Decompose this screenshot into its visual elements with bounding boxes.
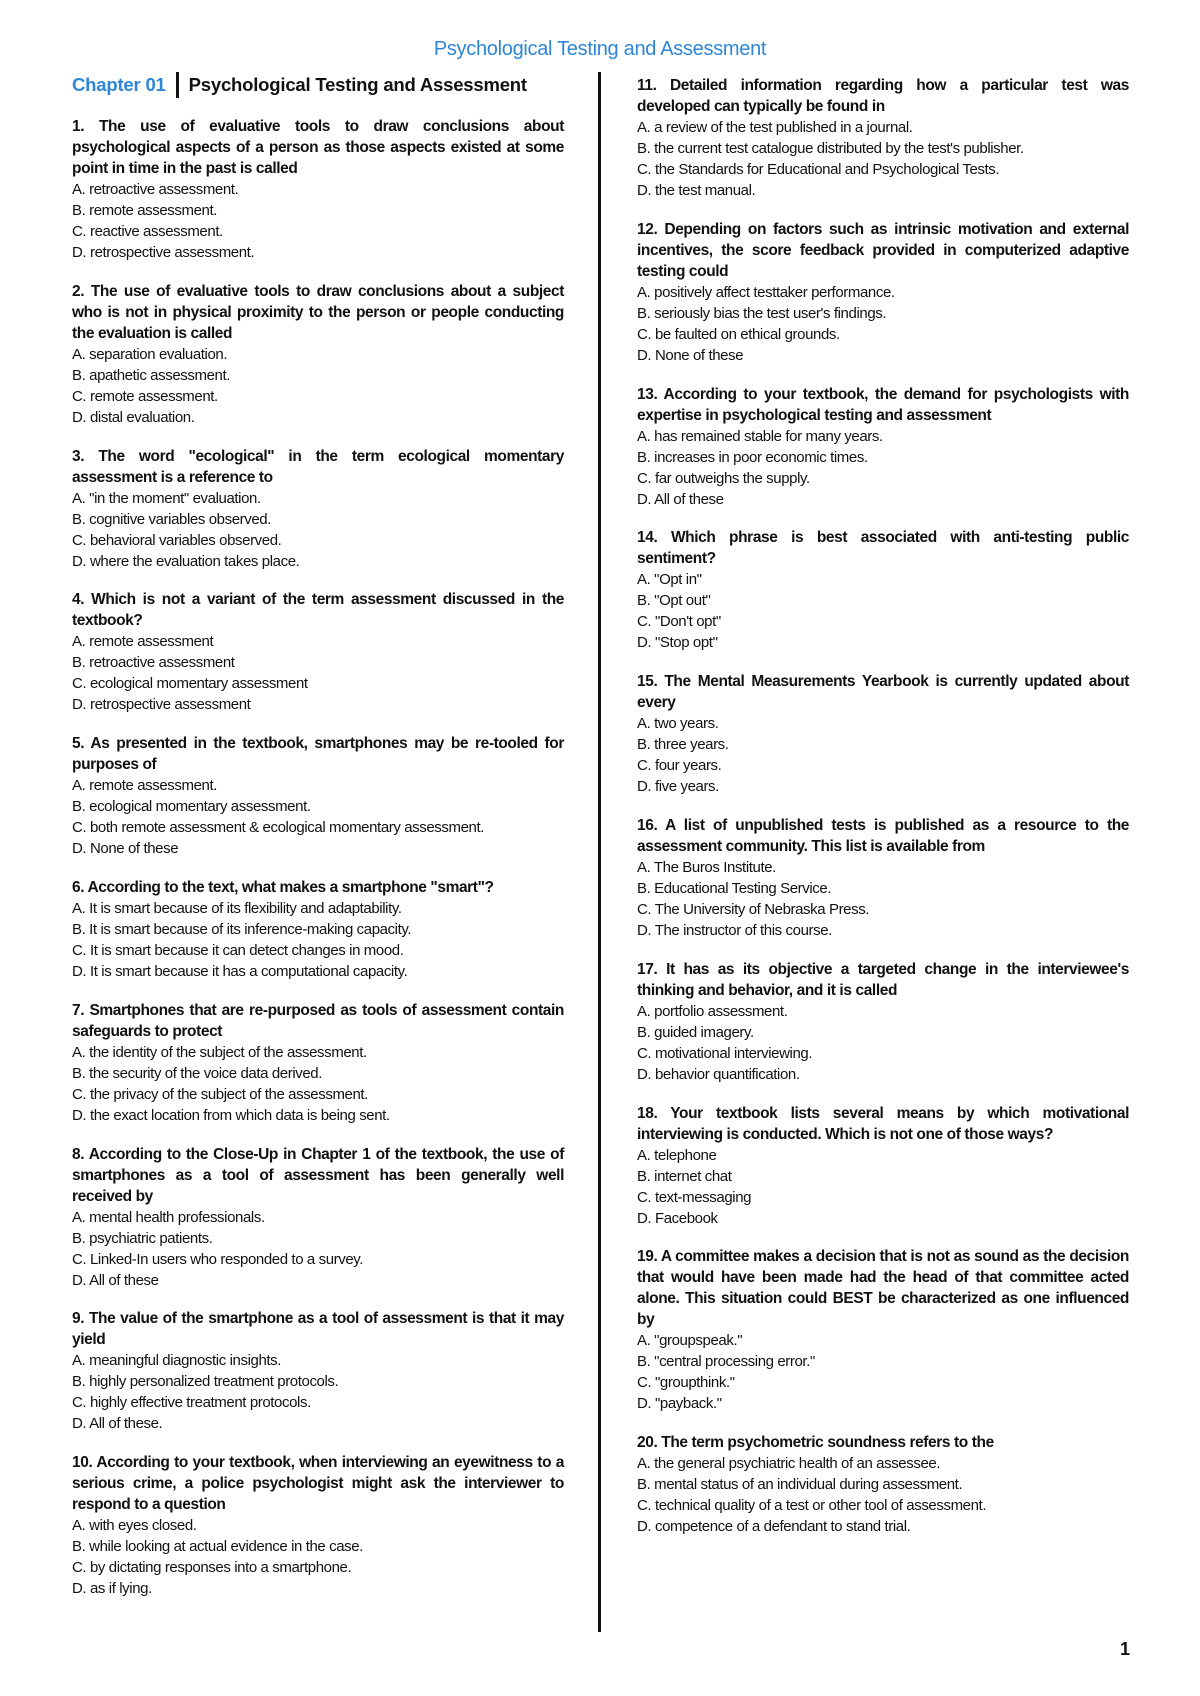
answer-option: B. cognitive variables observed. xyxy=(72,510,271,528)
answer-option: D. distal evaluation. xyxy=(72,408,195,426)
answer-option: D. competence of a defendant to stand trial. xyxy=(637,1518,911,1536)
right-column xyxy=(637,75,1129,1555)
left-column xyxy=(72,72,564,1617)
answer-option: D. It is smart because it has a computational capacity. xyxy=(72,962,408,980)
question-20 xyxy=(637,1432,1129,1537)
answer-option: B. "central processing error." xyxy=(637,1353,815,1371)
answer-option: D. None of these xyxy=(637,346,744,364)
chapter-title: Psychological Testing and Assessment xyxy=(188,74,527,95)
answer-option: D. retrospective assessment. xyxy=(72,244,255,261)
question-stem: 11. Detailed information regarding how a particular test was developed can typically be found in xyxy=(637,77,1129,115)
question-4 xyxy=(72,589,564,715)
question-stem: 10. According to your textbook, when interviewing an eyewitness to a serious crime, a police psychologist might ask the interviewer to respond to a question xyxy=(72,1454,564,1514)
answer-option: C. ecological momentary assessment xyxy=(72,675,308,693)
question-18 xyxy=(637,1103,1129,1229)
answer-option: C. far outweighs the supply. xyxy=(637,469,810,487)
answer-option: A. retroactive assessment. xyxy=(72,181,239,198)
answer-option: D. None of these xyxy=(72,840,179,858)
answer-option: B. the current test catalogue distributed by the test's publisher. xyxy=(637,140,1024,157)
question-14 xyxy=(637,527,1129,653)
answer-option: A. "in the moment" evaluation. xyxy=(72,489,261,507)
question-stem: 3. The word "ecological" in the term ecological momentary assessment is a reference to xyxy=(72,447,564,486)
chapter-divider-bar xyxy=(176,72,179,98)
answer-option: B. the security of the voice data derived. xyxy=(72,1064,323,1082)
answer-option: A. meaningful diagnostic insights. xyxy=(72,1352,282,1370)
question-stem: 6. According to the text, what makes a smartphone "smart"? xyxy=(72,878,494,896)
question-stem: 1. The use of evaluative tools to draw conclusions about psychological aspects of a person as those aspects existed at some point in time in the past is called xyxy=(72,118,564,177)
answer-option: A. separation evaluation. xyxy=(72,345,228,363)
answer-option: B. remote assessment. xyxy=(72,202,217,219)
answer-option: D. the exact location from which data is being sent. xyxy=(72,1106,390,1124)
answer-option: A. positively affect testtaker performance. xyxy=(637,283,895,301)
question-stem: 8. According to the Close-Up in Chapter 1 of the textbook, the use of smartphones as a tool of assessment has been generally well received by xyxy=(72,1145,564,1205)
answer-option: B. three years. xyxy=(637,736,729,754)
answer-option: D. where the evaluation takes place. xyxy=(72,552,300,570)
answer-option: C. by dictating responses into a smartphone. xyxy=(72,1559,352,1577)
answer-option: B. internet chat xyxy=(637,1167,732,1185)
page-number: 1 xyxy=(1119,1639,1130,1659)
answer-option: D. as if lying. xyxy=(72,1580,152,1598)
answer-option: C. motivational interviewing. xyxy=(637,1044,813,1062)
chapter-heading xyxy=(72,72,564,98)
answer-option: A. telephone xyxy=(637,1146,717,1164)
question-stem: 19. A committee makes a decision that is not as sound as the decision that would have been made had the head of that committee acted alone. This situation could BEST be characterized as one influenced by xyxy=(637,1248,1129,1329)
answer-option: B. apathetic assessment. xyxy=(72,366,230,384)
answer-option: B. seriously bias the test user's findings. xyxy=(637,304,887,322)
question-17 xyxy=(637,959,1129,1085)
answer-option: C. It is smart because it can detect changes in mood. xyxy=(72,941,404,959)
answer-option: C. both remote assessment & ecological momentary assessment. xyxy=(72,819,485,837)
answer-option: B. guided imagery. xyxy=(637,1023,754,1041)
question-stem: 4. Which is not a variant of the term assessment discussed in the textbook? xyxy=(72,591,564,630)
answer-option: B. increases in poor economic times. xyxy=(637,448,868,466)
answer-option: D. five years. xyxy=(637,778,719,796)
question-stem: 12. Depending on factors such as intrinsic motivation and external incentives, the score feedback provided in computerized adaptive testing could xyxy=(637,220,1129,280)
question-stem: 15. The Mental Measurements Yearbook is currently updated about every xyxy=(637,673,1129,712)
answer-option: B. ecological momentary assessment. xyxy=(72,798,311,816)
answer-option: A. with eyes closed. xyxy=(72,1517,197,1535)
question-stem: 13. According to your textbook, the demand for psychologists with expertise in psychological testing and assessment xyxy=(637,385,1129,424)
answer-option: B. "Opt out" xyxy=(637,592,711,610)
answer-option: A. mental health professionals. xyxy=(72,1208,265,1226)
column-divider xyxy=(598,72,601,1632)
question-stem: 17. It has as its objective a targeted change in the interviewee's thinking and behavior, and it is called xyxy=(637,960,1129,999)
question-stem: 5. As presented in the textbook, smartphones may be re-tooled for purposes of xyxy=(72,735,564,774)
question-11 xyxy=(637,75,1129,201)
question-7 xyxy=(72,1000,564,1126)
question-3 xyxy=(72,446,564,572)
question-list-left xyxy=(72,116,564,1599)
answer-option: A. the general psychiatric health of an assessee. xyxy=(637,1455,941,1473)
answer-option: D. All of these. xyxy=(72,1415,163,1433)
answer-option: D. the test manual. xyxy=(637,182,756,199)
question-list-right xyxy=(637,75,1129,1537)
answer-option: D. retrospective assessment xyxy=(72,696,251,714)
question-stem: 20. The term psychometric soundness refers to the xyxy=(637,1434,994,1452)
question-stem: 18. Your textbook lists several means by which motivational interviewing is conducted. Which is not one of those ways? xyxy=(637,1104,1129,1143)
answer-option: A. the identity of the subject of the assessment. xyxy=(72,1043,367,1061)
question-15 xyxy=(637,671,1129,797)
answer-option: A. remote assessment xyxy=(72,633,214,651)
answer-option: C. "Don't opt" xyxy=(637,613,721,631)
answer-option: B. psychiatric patients. xyxy=(72,1229,213,1247)
answer-option: A. a review of the test published in a journal. xyxy=(637,119,913,136)
answer-option: C. highly effective treatment protocols. xyxy=(72,1394,311,1412)
question-19 xyxy=(637,1246,1129,1414)
answer-option: C. technical quality of a test or other tool of assessment. xyxy=(637,1497,987,1515)
question-stem: 7. Smartphones that are re-purposed as tools of assessment contain safeguards to protect xyxy=(72,1001,564,1040)
page-header-title: Psychological Testing and Assessment xyxy=(433,38,767,60)
question-2 xyxy=(72,281,564,428)
answer-option: D. The instructor of this course. xyxy=(637,921,832,939)
answer-option: D. "Stop opt" xyxy=(637,634,718,652)
answer-option: A. remote assessment. xyxy=(72,777,217,795)
answer-option: A. "groupspeak." xyxy=(637,1332,743,1350)
question-10 xyxy=(72,1452,564,1599)
answer-option: B. highly personalized treatment protocols. xyxy=(72,1373,339,1391)
answer-option: C. remote assessment. xyxy=(72,387,218,405)
answer-option: D. behavior quantification. xyxy=(637,1065,800,1083)
question-5 xyxy=(72,733,564,859)
answer-option: A. "Opt in" xyxy=(637,571,702,589)
answer-option: B. It is smart because of its inference-making capacity. xyxy=(72,920,412,938)
chapter-label: Chapter 01 xyxy=(72,74,166,95)
answer-option: B. Educational Testing Service. xyxy=(637,879,832,897)
answer-option: C. be faulted on ethical grounds. xyxy=(637,325,840,343)
answer-option: C. the privacy of the subject of the assessment. xyxy=(72,1085,368,1103)
question-stem: 9. The value of the smartphone as a tool of assessment is that it may yield xyxy=(72,1310,564,1349)
question-stem: 16. A list of unpublished tests is published as a resource to the assessment community. This list is available from xyxy=(637,816,1129,855)
question-6 xyxy=(72,877,564,982)
answer-option: C. Linked-In users who responded to a survey. xyxy=(72,1250,364,1268)
question-stem: 14. Which phrase is best associated with anti-testing public sentiment? xyxy=(637,529,1129,568)
answer-option: A. portfolio assessment. xyxy=(637,1002,788,1020)
question-9 xyxy=(72,1308,564,1434)
answer-option: D. Facebook xyxy=(637,1209,718,1227)
answer-option: A. has remained stable for many years. xyxy=(637,427,883,445)
answer-option: C. the Standards for Educational and Psychological Tests. xyxy=(637,161,1000,178)
answer-option: D. All of these xyxy=(72,1271,159,1289)
question-stem: 2. The use of evaluative tools to draw conclusions about a subject who is not in physical proximity to the person or people conducting the evaluation is called xyxy=(72,282,564,342)
question-16 xyxy=(637,815,1129,941)
answer-option: C. behavioral variables observed. xyxy=(72,531,282,549)
answer-option: A. two years. xyxy=(637,715,719,733)
answer-option: C. The University of Nebraska Press. xyxy=(637,900,870,918)
answer-option: A. The Buros Institute. xyxy=(637,858,776,876)
answer-option: B. while looking at actual evidence in the case. xyxy=(72,1538,363,1556)
answer-option: C. reactive assessment. xyxy=(72,223,223,240)
question-8 xyxy=(72,1144,564,1291)
answer-option: A. It is smart because of its flexibility and adaptability. xyxy=(72,899,402,917)
answer-option: B. mental status of an individual during assessment. xyxy=(637,1476,963,1494)
answer-option: B. retroactive assessment xyxy=(72,654,235,672)
answer-option: C. four years. xyxy=(637,757,722,775)
question-13 xyxy=(637,384,1129,510)
answer-option: D. All of these xyxy=(637,490,724,508)
answer-option: C. text-messaging xyxy=(637,1188,752,1206)
question-12 xyxy=(637,219,1129,366)
answer-option: C. "groupthink." xyxy=(637,1374,735,1392)
answer-option: D. "payback." xyxy=(637,1395,722,1413)
question-1 xyxy=(72,116,564,263)
